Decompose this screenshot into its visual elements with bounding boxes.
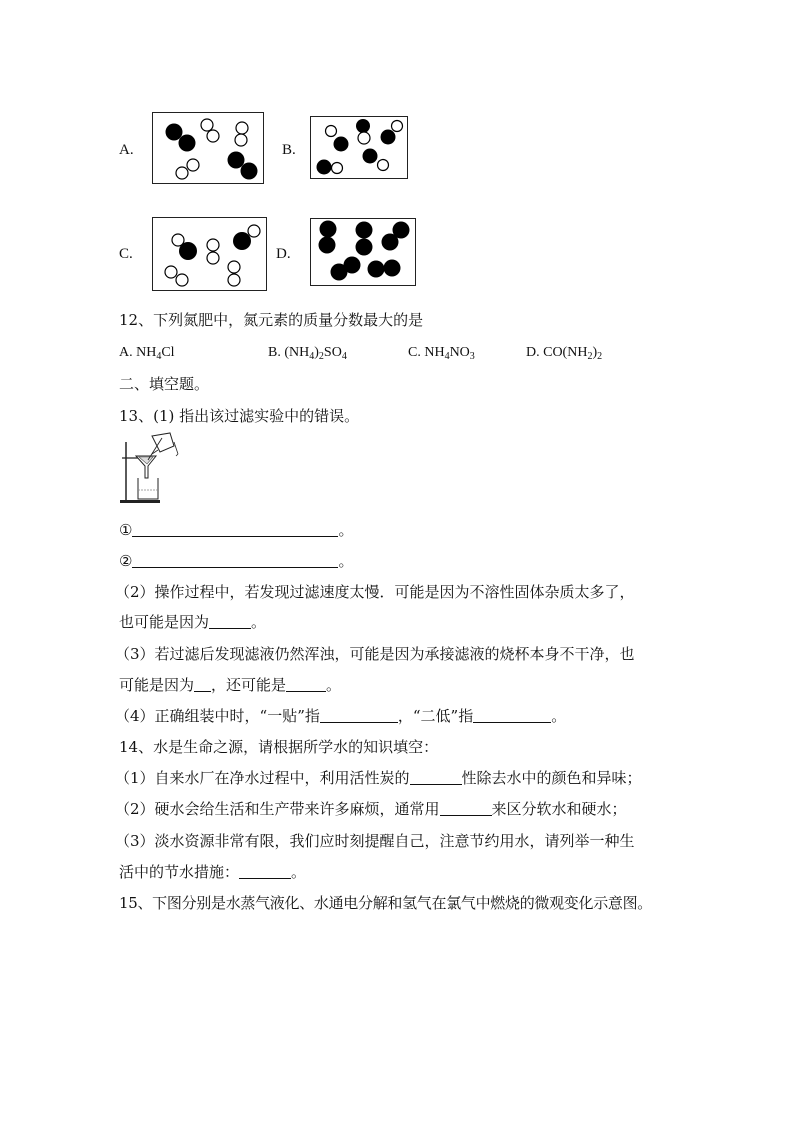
option-d-label: D. (276, 246, 291, 262)
q13-error-1-line: ① 。 (119, 521, 354, 539)
section-heading: 二、填空题。 (119, 375, 210, 393)
filtration-apparatus-figure (118, 432, 184, 506)
q13-part4-line: （4）正确组装中时，“一贴”指 ，“二低”指 。 (115, 707, 567, 725)
option-b-diagram (310, 116, 408, 179)
answer-blank-7[interactable] (473, 707, 551, 723)
option-a-label: A. (119, 142, 134, 158)
q15-stem: 15、下图分别是水蒸气液化、水通电分解和氢气在氯气中燃烧的微观变化示意图。 (119, 894, 652, 912)
option-a-diagram (152, 112, 264, 184)
q14-part3-line1: （3）淡水资源非常有限，我们应时刻提醒自己，注意节约用水，请列举一种生 (115, 832, 635, 850)
answer-blank-3[interactable] (209, 613, 251, 629)
q14-part3-line2: 活中的节水措施： 。 (119, 863, 307, 881)
answer-blank-9[interactable] (440, 800, 492, 816)
answer-blank-2[interactable] (132, 552, 338, 568)
q13-stem: 13、(1) 指出该过滤实验中的错误。 (119, 407, 360, 425)
option-c-diagram (152, 217, 267, 291)
q12-option-b: B. $(NH_4)_2SO_4$ (268, 345, 347, 362)
q12-stem: 12、下列氮肥中，氮元素的质量分数最大的是 (119, 311, 424, 329)
answer-blank-5[interactable] (286, 676, 326, 692)
answer-blank-6[interactable] (320, 707, 398, 723)
q12-option-d: D. $CO(NH_2)_2$ (526, 345, 603, 362)
q13-part2-line1: （2）操作过程中，若发现过滤速度太慢．可能是因为不溶性固体杂质太多了， (115, 583, 635, 601)
q12-option-c: C. $NH_4NO_3$ (408, 345, 475, 362)
option-c-label: C. (119, 246, 133, 262)
answer-blank-10[interactable] (239, 863, 291, 879)
answer-blank-4[interactable] (194, 676, 211, 692)
option-b-label: B. (282, 142, 296, 158)
answer-blank-8[interactable] (410, 769, 462, 785)
q13-part2-line2: 也可能是因为 。 (119, 613, 267, 631)
q14-part1-line: （1）自来水厂在净水过程中，利用活性炭的 性除去水中的颜色和异味； (115, 769, 642, 787)
answer-blank-1[interactable] (132, 521, 338, 537)
option-d-diagram (310, 218, 416, 286)
q14-stem: 14、水是生命之源，请根据所学水的知识填空： (119, 738, 439, 756)
q13-error-2-line: ② 。 (119, 552, 354, 570)
q14-part2-line: （2）硬水会给生活和生产带来许多麻烦，通常用 来区分软水和硬水； (115, 800, 627, 818)
q13-part3-line2: 可能是因为 ，还可能是 。 (119, 676, 342, 694)
q12-option-a: A. $NH_4Cl$ (119, 345, 175, 362)
q13-part3-line1: （3）若过滤后发现滤液仍然浑浊，可能是因为承接滤液的烧杯本身不干净，也 (115, 645, 635, 663)
